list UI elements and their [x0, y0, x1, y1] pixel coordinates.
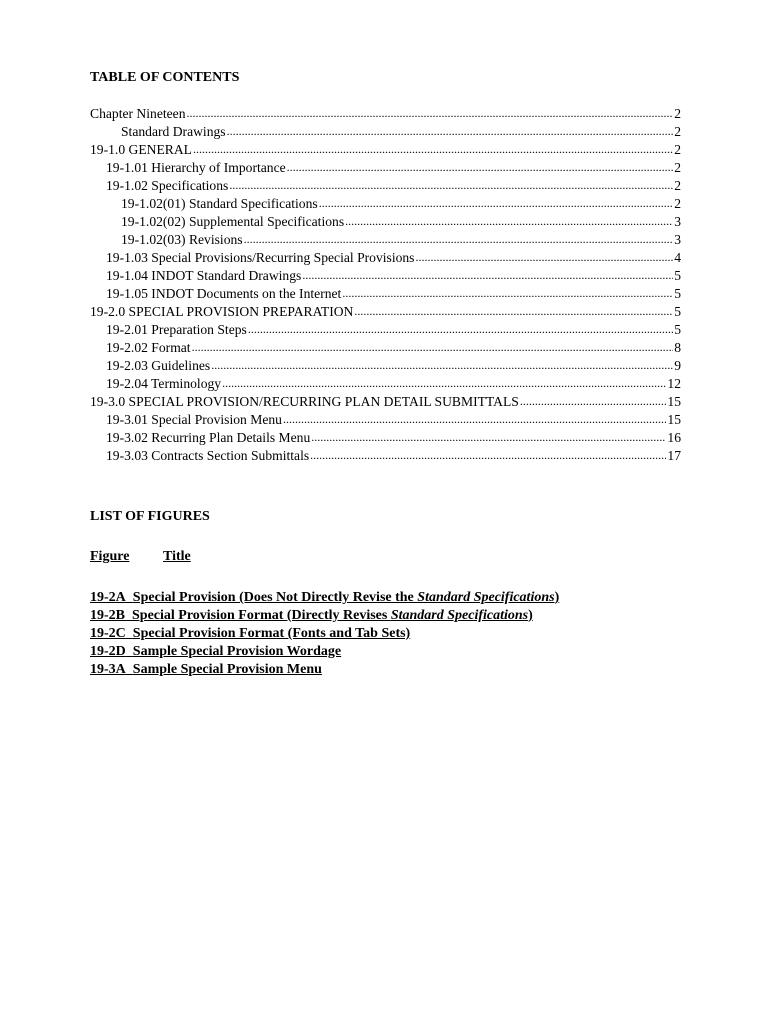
dot-leader	[520, 392, 667, 410]
dot-leader	[222, 374, 666, 392]
dot-leader	[248, 320, 673, 338]
list-of-figures-heading: LIST OF FIGURES	[90, 509, 210, 524]
toc-entry-label: Chapter Nineteen	[90, 106, 186, 121]
toc-entry[interactable]	[90, 231, 681, 249]
toc-entry-page: 2	[674, 178, 681, 193]
toc-entry-page: 4	[674, 250, 681, 265]
figure-link[interactable]	[90, 643, 559, 661]
toc-entry-label: 19-2.01 Preparation Steps	[106, 322, 247, 337]
toc-entry[interactable]	[90, 357, 681, 375]
toc-entry[interactable]	[90, 177, 681, 195]
toc-entry-page: 2	[674, 124, 681, 139]
toc-entry-page: 5	[674, 286, 681, 301]
toc-entry-label: 19-1.0 GENERAL	[90, 142, 192, 157]
toc-entry-label: 19-1.04 INDOT Standard Drawings	[106, 268, 302, 283]
figure-link[interactable]	[90, 625, 559, 643]
toc-entry[interactable]	[90, 375, 681, 393]
toc-entry-page: 8	[674, 340, 681, 355]
title-column-header: Title	[163, 549, 191, 564]
toc-entry-label: 19-2.04 Terminology	[106, 376, 222, 391]
figure-title-italic: Standard Specifications	[390, 608, 529, 623]
dot-leader	[283, 410, 666, 428]
toc-entry[interactable]	[90, 123, 681, 141]
figure-title-italic: Standard Specifications	[417, 590, 555, 605]
dot-leader	[227, 122, 674, 140]
toc-entry-label: 19-1.02(02) Supplemental Specifications	[121, 214, 345, 229]
toc-heading: TABLE OF CONTENTS	[90, 70, 240, 85]
figure-title: Special Provision Format (Directly Revises	[132, 608, 391, 623]
toc-entry-page: 12	[667, 376, 681, 391]
toc-entry-page: 2	[674, 106, 681, 121]
figure-title: Sample Special Provision Menu	[132, 662, 322, 677]
toc-entry-page: 5	[674, 322, 681, 337]
toc-entry[interactable]	[90, 267, 681, 285]
toc-entry-label: 19-1.02(03) Revisions	[121, 232, 243, 247]
figure-id: 19-3A	[90, 662, 126, 677]
toc-entry-page: 9	[674, 358, 681, 373]
toc-entry[interactable]	[90, 141, 681, 159]
dot-leader	[211, 356, 673, 374]
dot-leader	[319, 194, 674, 212]
dot-leader	[342, 284, 673, 302]
toc-entry[interactable]	[90, 447, 681, 465]
toc-entry[interactable]	[90, 159, 681, 177]
toc-entry-label: 19-2.0 SPECIAL PROVISION PREPARATION	[90, 304, 354, 319]
toc-entry-label: 19-1.03 Special Provisions/Recurring Special Provisions	[106, 250, 415, 265]
figure-id: 19-2C	[90, 626, 126, 641]
figure-list	[90, 589, 559, 679]
toc-entry[interactable]	[90, 411, 681, 429]
figure-title: Special Provision Format (Fonts and Tab Sets)	[132, 626, 411, 641]
figure-column-header: Figure	[90, 549, 130, 564]
dot-leader	[244, 230, 674, 248]
toc-entry-page: 3	[674, 214, 681, 229]
dot-leader	[193, 140, 673, 158]
toc-entry[interactable]	[90, 249, 681, 267]
figure-link[interactable]	[90, 661, 559, 679]
toc-entry-label: 19-3.02 Recurring Plan Details Menu	[106, 430, 311, 445]
figure-link[interactable]	[90, 589, 559, 607]
toc-entry[interactable]	[90, 213, 681, 231]
figure-id: 19-2A	[90, 590, 126, 605]
toc-entry-page: 5	[674, 268, 681, 283]
figure-id: 19-2D	[90, 644, 126, 659]
toc-entry-label: 19-1.02 Specifications	[106, 178, 229, 193]
toc-entry-page: 2	[674, 196, 681, 211]
toc-entry-label: 19-2.02 Format	[106, 340, 191, 355]
toc-entry-page: 17	[667, 448, 681, 463]
toc-entry-label: 19-1.05 INDOT Documents on the Internet	[106, 286, 342, 301]
dot-leader	[287, 158, 674, 176]
dot-leader	[187, 104, 674, 122]
toc-entry[interactable]	[90, 303, 681, 321]
dot-leader	[311, 428, 666, 446]
toc-entry[interactable]	[90, 321, 681, 339]
dot-leader	[415, 248, 673, 266]
figure-title-suffix: )	[554, 590, 560, 605]
dot-leader	[229, 176, 673, 194]
toc-entry-page: 16	[667, 430, 681, 445]
toc-entry[interactable]	[90, 393, 681, 411]
toc-entry-page: 2	[674, 160, 681, 175]
toc-entry-label: 19-2.03 Guidelines	[106, 358, 211, 373]
dot-leader	[302, 266, 673, 284]
toc-entry-label: 19-3.01 Special Provision Menu	[106, 412, 282, 427]
toc-entry-label: 19-1.02(01) Standard Specifications	[121, 196, 318, 211]
figure-link[interactable]	[90, 607, 559, 625]
toc-entry-page: 5	[674, 304, 681, 319]
toc-entry-label: 19-3.0 SPECIAL PROVISION/RECURRING PLAN DETAIL SUBMITTALS	[90, 394, 519, 409]
figure-id: 19-2B	[90, 608, 125, 623]
figure-title: Sample Special Provision Wordage	[132, 644, 342, 659]
toc-entry-label: 19-3.03 Contracts Section Submittals	[106, 448, 310, 463]
toc-entry[interactable]	[90, 105, 681, 123]
figure-title: Special Provision (Does Not Directly Revise the	[132, 590, 418, 605]
dot-leader	[345, 212, 673, 230]
toc-entry-page: 2	[674, 142, 681, 157]
dot-leader	[310, 446, 666, 464]
toc-entry-page: 15	[667, 412, 681, 427]
toc-entry[interactable]	[90, 339, 681, 357]
toc-entry[interactable]	[90, 195, 681, 213]
dot-leader	[354, 302, 673, 320]
figures-column-headers	[90, 549, 191, 565]
table-of-contents	[90, 105, 681, 465]
toc-entry-label: Standard Drawings	[121, 124, 226, 139]
dot-leader	[192, 338, 674, 356]
toc-entry-page: 3	[674, 232, 681, 247]
figure-title-suffix: )	[528, 608, 533, 623]
toc-entry[interactable]	[90, 429, 681, 447]
toc-entry-page: 15	[667, 394, 681, 409]
toc-entry-label: 19-1.01 Hierarchy of Importance	[106, 160, 286, 175]
toc-entry[interactable]	[90, 285, 681, 303]
